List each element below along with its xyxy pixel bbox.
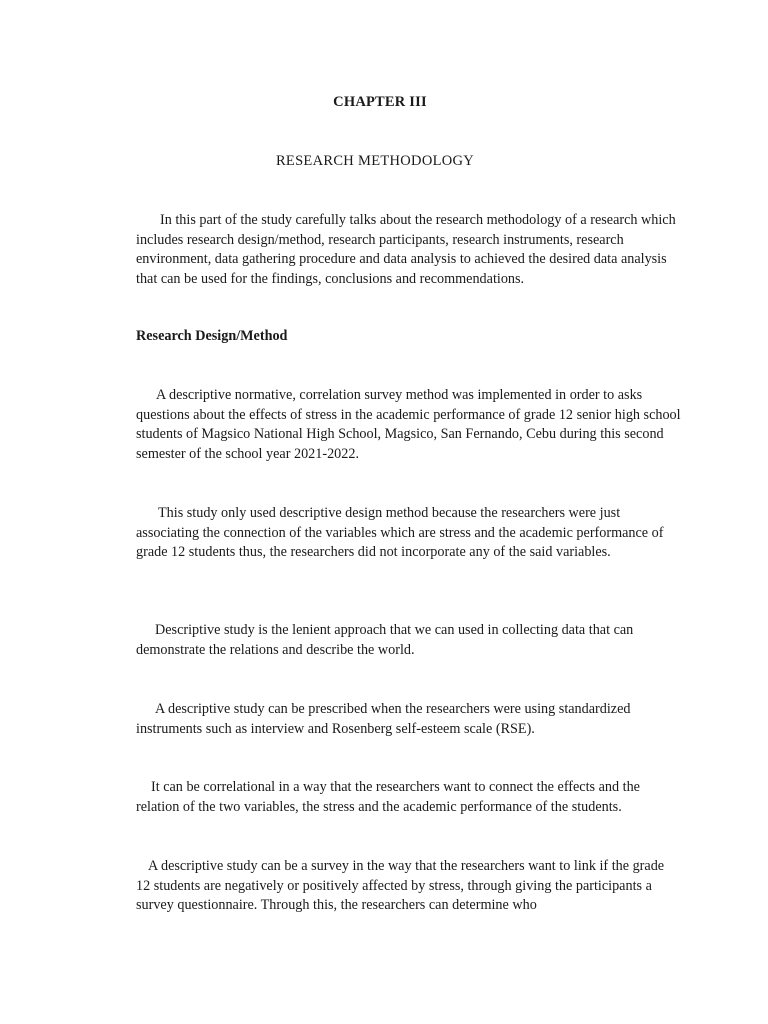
chapter-title: CHAPTER III <box>333 94 427 110</box>
section-heading: Research Design/Method <box>136 328 288 344</box>
paragraph: Descriptive study is the lenient approach that we can used in collecting data that can demonstrate the relations and describe the world. <box>136 622 634 658</box>
paragraph: This study only used descriptive design method because the researchers were just associating the connection of the variables which are stress and the academic performance of grade 12 students thus, the researchers did not incorporate any of the said variables. <box>136 505 664 560</box>
paragraph: A descriptive study can be prescribed when the researchers were using standardized instruments such as interview and Rosenberg self-esteem scale (RSE). <box>136 701 631 737</box>
paragraph: A descriptive study can be a survey in the way that the researchers want to link if the grade 12 students are negatively or positively affected by stress, through giving the participants a survey questionnaire. Through this, the researchers can determine who <box>136 858 665 913</box>
paragraph: It can be correlational in a way that the researchers want to connect the effects and the relation of the two variables, the stress and the academic performance of the students. <box>136 779 640 815</box>
paragraph: A descriptive normative, correlation survey method was implemented in order to asks questions about the effects of stress in the academic performance of grade 12 senior high school students of Magsico National High School, Magsico, San Fernando, Cebu during this second semester of the school year 2021-2022. <box>136 387 681 462</box>
page-title: RESEARCH METHODOLOGY <box>275 153 475 169</box>
intro-paragraph: In this part of the study carefully talks about the research methodology of a research which includes research design/method, research participants, research instruments, research environment, data gathering procedure and data analysis to achieved the desired data analysis that can be used for the findings, conclusions and recommendations. <box>136 212 676 287</box>
